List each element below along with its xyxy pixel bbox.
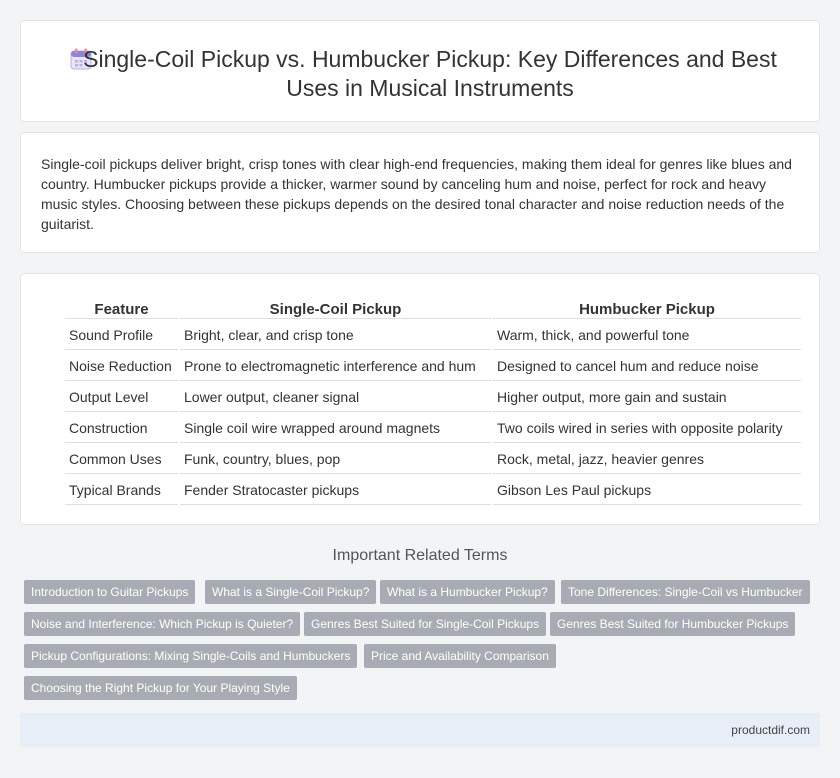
table-row (65, 476, 801, 505)
related-tag[interactable]: Price and Availability Comparison (364, 644, 556, 668)
footer (20, 713, 820, 747)
related-tag[interactable]: What is a Humbucker Pickup? (380, 580, 555, 604)
comparison-table (63, 297, 803, 507)
summary-text: Single-coil pickups deliver bright, crisp tones with clear high-end frequencies, making them ideal for genres like blues and country. Humbucker pickups provide a thicker, warmer sound by canceling hum and noise, perfect for rock and heavy music styles. Choosing between these pickups depends on the desired tonal character and noise reduction needs of the guitarist. (41, 156, 792, 232)
single-coil-cell: Fender Stratocaster pickups (180, 476, 491, 505)
single-coil-cell: Funk, country, blues, pop (180, 445, 491, 474)
single-coil-cell: Prone to electromagnetic interference and hum (180, 352, 491, 381)
humbucker-cell: Designed to cancel hum and reduce noise (493, 352, 801, 381)
header-humbucker: Humbucker Pickup (493, 299, 801, 319)
summary-card (20, 132, 820, 253)
feature-cell: Typical Brands (65, 476, 178, 505)
feature-cell: Sound Profile (65, 321, 178, 350)
single-coil-cell: Single coil wire wrapped around magnets (180, 414, 491, 443)
related-tag[interactable]: Noise and Interference: Which Pickup is Quieter? (24, 612, 300, 636)
feature-cell: Common Uses (65, 445, 178, 474)
feature-cell: Output Level (65, 383, 178, 412)
single-coil-cell: Bright, clear, and crisp tone (180, 321, 491, 350)
related-tag[interactable]: Genres Best Suited for Single-Coil Pickups (304, 612, 546, 636)
table-row (65, 321, 801, 350)
header-feature: Feature (65, 299, 178, 319)
footer-site-name[interactable]: productdif.com (731, 723, 810, 737)
feature-cell: Construction (65, 414, 178, 443)
feature-cell: Noise Reduction (65, 352, 178, 381)
table-row (65, 445, 801, 474)
related-tag[interactable]: Pickup Configurations: Mixing Single-Coils and Humbuckers (24, 644, 357, 668)
humbucker-cell: Two coils wired in series with opposite polarity (493, 414, 801, 443)
page-title: Single-Coil Pickup vs. Humbucker Pickup: Key Differences and Best Uses in Musical Instruments (83, 46, 777, 101)
table-row (65, 414, 801, 443)
title-card (20, 20, 820, 122)
table-header-row (65, 299, 801, 319)
related-terms-heading: Important Related Terms (332, 547, 508, 564)
related-tag[interactable]: Choosing the Right Pickup for Your Playing Style (24, 676, 297, 700)
related-tag[interactable]: Introduction to Guitar Pickups (24, 580, 195, 604)
single-coil-cell: Lower output, cleaner signal (180, 383, 491, 412)
header-single-coil: Single-Coil Pickup (180, 299, 491, 319)
humbucker-cell: Warm, thick, and powerful tone (493, 321, 801, 350)
humbucker-cell: Gibson Les Paul pickups (493, 476, 801, 505)
humbucker-cell: Rock, metal, jazz, heavier genres (493, 445, 801, 474)
table-row (65, 352, 801, 381)
related-tag[interactable]: Tone Differences: Single-Coil vs Humbucker (561, 580, 810, 604)
humbucker-cell: Higher output, more gain and sustain (493, 383, 801, 412)
comparison-card (20, 273, 820, 525)
related-tag[interactable]: What is a Single-Coil Pickup? (205, 580, 376, 604)
table-row (65, 383, 801, 412)
related-tag[interactable]: Genres Best Suited for Humbucker Pickups (550, 612, 795, 636)
